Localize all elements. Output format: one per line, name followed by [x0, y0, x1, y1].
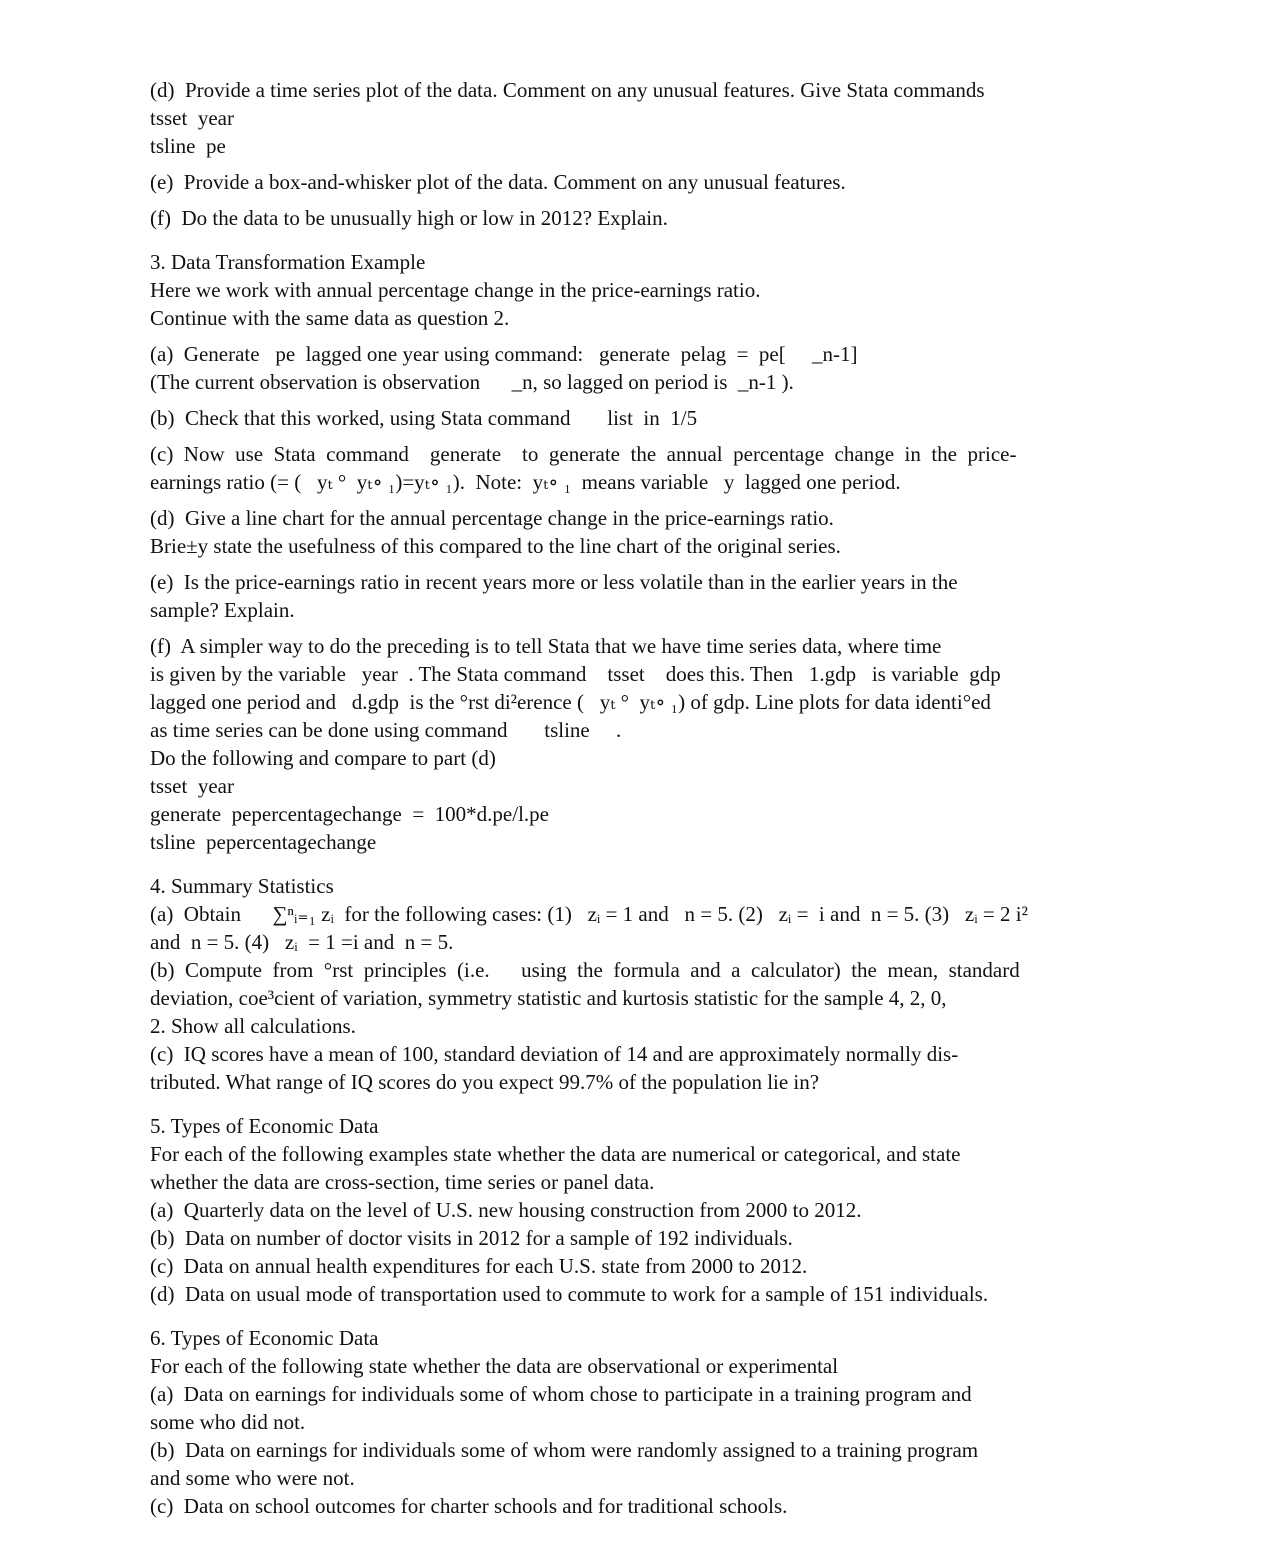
text-line: sample? Explain.	[150, 598, 295, 622]
q5-part-d: (d) Data on usual mode of transportation used to commute to work for a sample of 151 individuals.	[150, 1282, 989, 1306]
text-line: For each of the following state whether the data are observational or experimental	[150, 1354, 839, 1378]
stata-command: tsline pe	[150, 134, 226, 158]
text-line: For each of the following examples state whether the data are numerical or categorical, and state	[150, 1142, 961, 1166]
text-line: Do the following and compare to part (d)	[150, 746, 496, 770]
text-line: tributed. What range of IQ scores do you expect 99.7% of the population lie in?	[150, 1070, 820, 1094]
q3-part-c: (c) Now use Stata command generate to generate the annual percentage change in the price-	[150, 442, 1017, 466]
text-line: whether the data are cross-section, time series or panel data.	[150, 1170, 655, 1194]
q5-part-b: (b) Data on number of doctor visits in 2012 for a sample of 192 individuals.	[150, 1226, 793, 1250]
document-page	[150, 76, 1140, 1520]
q5-part-c: (c) Data on annual health expenditures for each U.S. state from 2000 to 2012.	[150, 1254, 808, 1278]
text-line: Brie±y state the usefulness of this compared to the line chart of the original series.	[150, 534, 841, 558]
q2-part-d	[150, 76, 1140, 160]
q6-part-a: (a) Data on earnings for individuals some of whom chose to participate in a training program and	[150, 1382, 972, 1406]
text-line: and n = 5. (4) zᵢ = 1 =i and n = 5.	[150, 930, 454, 954]
text-line: is given by the variable year . The Stata command tsset does this. Then 1.gdp is variable gdp	[150, 662, 1001, 686]
text-line: earnings ratio (= ( yₜ ° yₜ∘ ₁)=yₜ∘ ₁). Note: yₜ∘ ₁ means variable y lagged one period.	[150, 470, 901, 494]
text-line: and some who were not.	[150, 1466, 355, 1490]
q3-part-d: (d) Give a line chart for the annual percentage change in the price-earnings ratio.	[150, 506, 834, 530]
question-4	[150, 872, 1140, 1096]
q3-part-f: (f) A simpler way to do the preceding is to tell Stata that we have time series data, where time	[150, 634, 942, 658]
text-line: as time series can be done using command tsline .	[150, 718, 622, 742]
stata-command: tsline pepercentagechange	[150, 830, 377, 854]
q6-part-b: (b) Data on earnings for individuals some of whom were randomly assigned to a training program	[150, 1438, 979, 1462]
text-line: Here we work with annual percentage change in the price-earnings ratio.	[150, 278, 761, 302]
q2-part-e: (e) Provide a box-and-whisker plot of the data. Comment on any unusual features.	[150, 170, 846, 194]
text-line: some who did not.	[150, 1410, 306, 1434]
text-line: deviation, coe³cient of variation, symmetry statistic and kurtosis statistic for the sample 4, 2, 0,	[150, 986, 947, 1010]
q4-part-a: (a) Obtain ∑ⁿᵢ₌₁ zᵢ for the following cases: (1) zᵢ = 1 and n = 5. (2) zᵢ = i and n = 5. (3) zᵢ = 2 i²	[150, 902, 1028, 926]
stata-command: generate pepercentagechange = 100*d.pe/l.pe	[150, 802, 549, 826]
question-5	[150, 1112, 1140, 1308]
question-heading: 5. Types of Economic Data	[150, 1114, 379, 1138]
text-line: Continue with the same data as question 2.	[150, 306, 510, 330]
q3-part-b: (b) Check that this worked, using Stata command list in 1/5	[150, 406, 698, 430]
q4-part-c: (c) IQ scores have a mean of 100, standard deviation of 14 and are approximately normally dis-	[150, 1042, 959, 1066]
text-line: (d) Provide a time series plot of the data. Comment on any unusual features. Give Stata commands	[150, 78, 985, 102]
text-line: (The current observation is observation _n, so lagged on period is _n-1 ).	[150, 370, 794, 394]
q2-part-f: (f) Do the data to be unusually high or low in 2012? Explain.	[150, 206, 668, 230]
question-heading: 6. Types of Economic Data	[150, 1326, 379, 1350]
q5-part-a: (a) Quarterly data on the level of U.S. new housing construction from 2000 to 2012.	[150, 1198, 862, 1222]
q3-part-e: (e) Is the price-earnings ratio in recent years more or less volatile than in the earlier years in the	[150, 570, 958, 594]
stata-command: tsset year	[150, 106, 234, 130]
stata-command: tsset year	[150, 774, 234, 798]
question-heading: 4. Summary Statistics	[150, 874, 334, 898]
q4-part-b: (b) Compute from °rst principles (i.e. using the formula and a calculator) the mean, standard	[150, 958, 1020, 982]
question-heading: 3. Data Transformation Example	[150, 250, 426, 274]
question-6	[150, 1324, 1140, 1520]
q3-part-a: (a) Generate pe lagged one year using command: generate pelag = pe[ _n-1]	[150, 342, 858, 366]
q6-part-c: (c) Data on school outcomes for charter schools and for traditional schools.	[150, 1494, 788, 1518]
question-3	[150, 248, 1140, 856]
text-line: lagged one period and d.gdp is the °rst di²erence ( yₜ ° yₜ∘ ₁) of gdp. Line plots for data identi°ed	[150, 690, 991, 714]
text-line: 2. Show all calculations.	[150, 1014, 356, 1038]
